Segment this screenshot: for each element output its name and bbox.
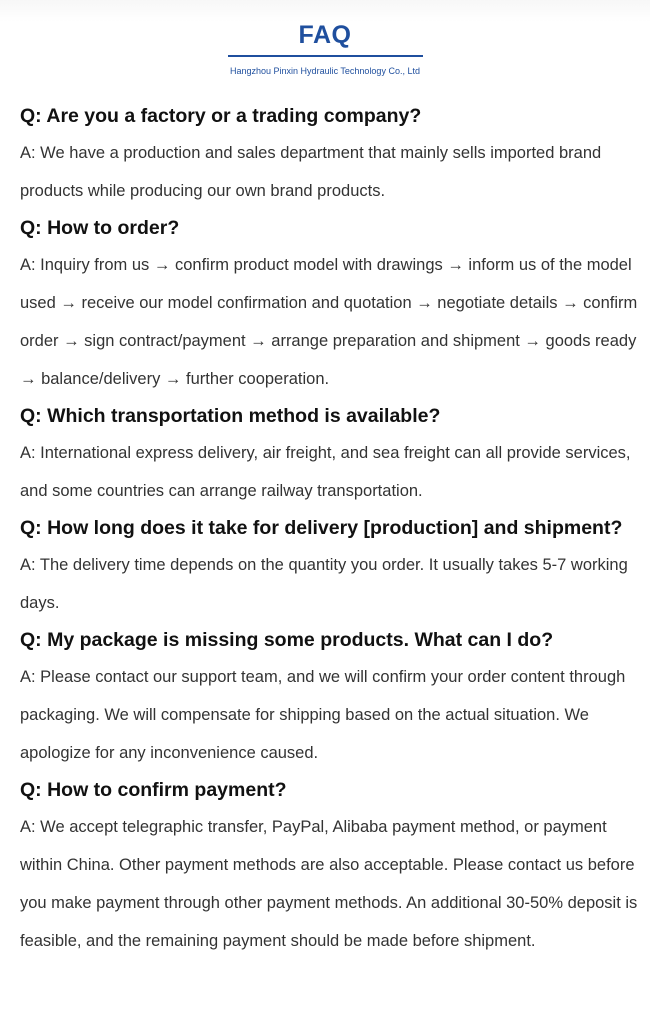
faq-answer: A: Inquiry from us → confirm product model with drawings → inform us of the model used → receive our model confirmation and quotation → negotiate details → confirm order → sign contract/payment → arrange preparation and shipment → goods ready → balance/delivery → further cooperation.	[20, 256, 638, 388]
faq-question: Q: My package is missing some products. What can I do?	[20, 629, 554, 651]
faq-list	[20, 98, 640, 960]
page-title: FAQ	[298, 21, 352, 49]
faq-question: Q: How to order?	[20, 217, 180, 239]
faq-question: Q: Which transportation method is available?	[20, 405, 441, 427]
faq-question: Q: How long does it take for delivery [production] and shipment?	[20, 517, 623, 539]
faq-answer: A: We have a production and sales department that mainly sells imported brand products while producing our own brand products.	[20, 144, 602, 200]
faq-answer: A: Please contact our support team, and we will confirm your order content through packaging. We will compensate for shipping based on the actual situation. We apologize for any inconvenience caused.	[20, 668, 626, 762]
faq-question: Q: How to confirm payment?	[20, 779, 287, 801]
faq-item	[20, 510, 640, 622]
faq-item	[20, 98, 640, 210]
faq-question: Q: Are you a factory or a trading company?	[20, 105, 422, 127]
faq-item	[20, 772, 640, 960]
title-underline	[228, 55, 423, 57]
company-name: Hangzhou Pinxin Hydraulic Technology Co., Ltd	[230, 66, 420, 76]
faq-answer: A: International express delivery, air freight, and sea freight can all provide services, and some countries can arrange railway transportation.	[20, 444, 631, 500]
faq-answer: A: We accept telegraphic transfer, PayPal, Alibaba payment method, or payment within China. Other payment methods are also acceptable. Please contact us before you make payment through other payment methods. An additional 30-50% deposit is feasible, and the remaining payment should be made before shipment.	[20, 818, 638, 950]
faq-header	[0, 18, 650, 77]
faq-item	[20, 210, 640, 398]
faq-answer: A: The delivery time depends on the quantity you order. It usually takes 5-7 working days.	[20, 556, 628, 612]
faq-item	[20, 622, 640, 772]
faq-item	[20, 398, 640, 510]
